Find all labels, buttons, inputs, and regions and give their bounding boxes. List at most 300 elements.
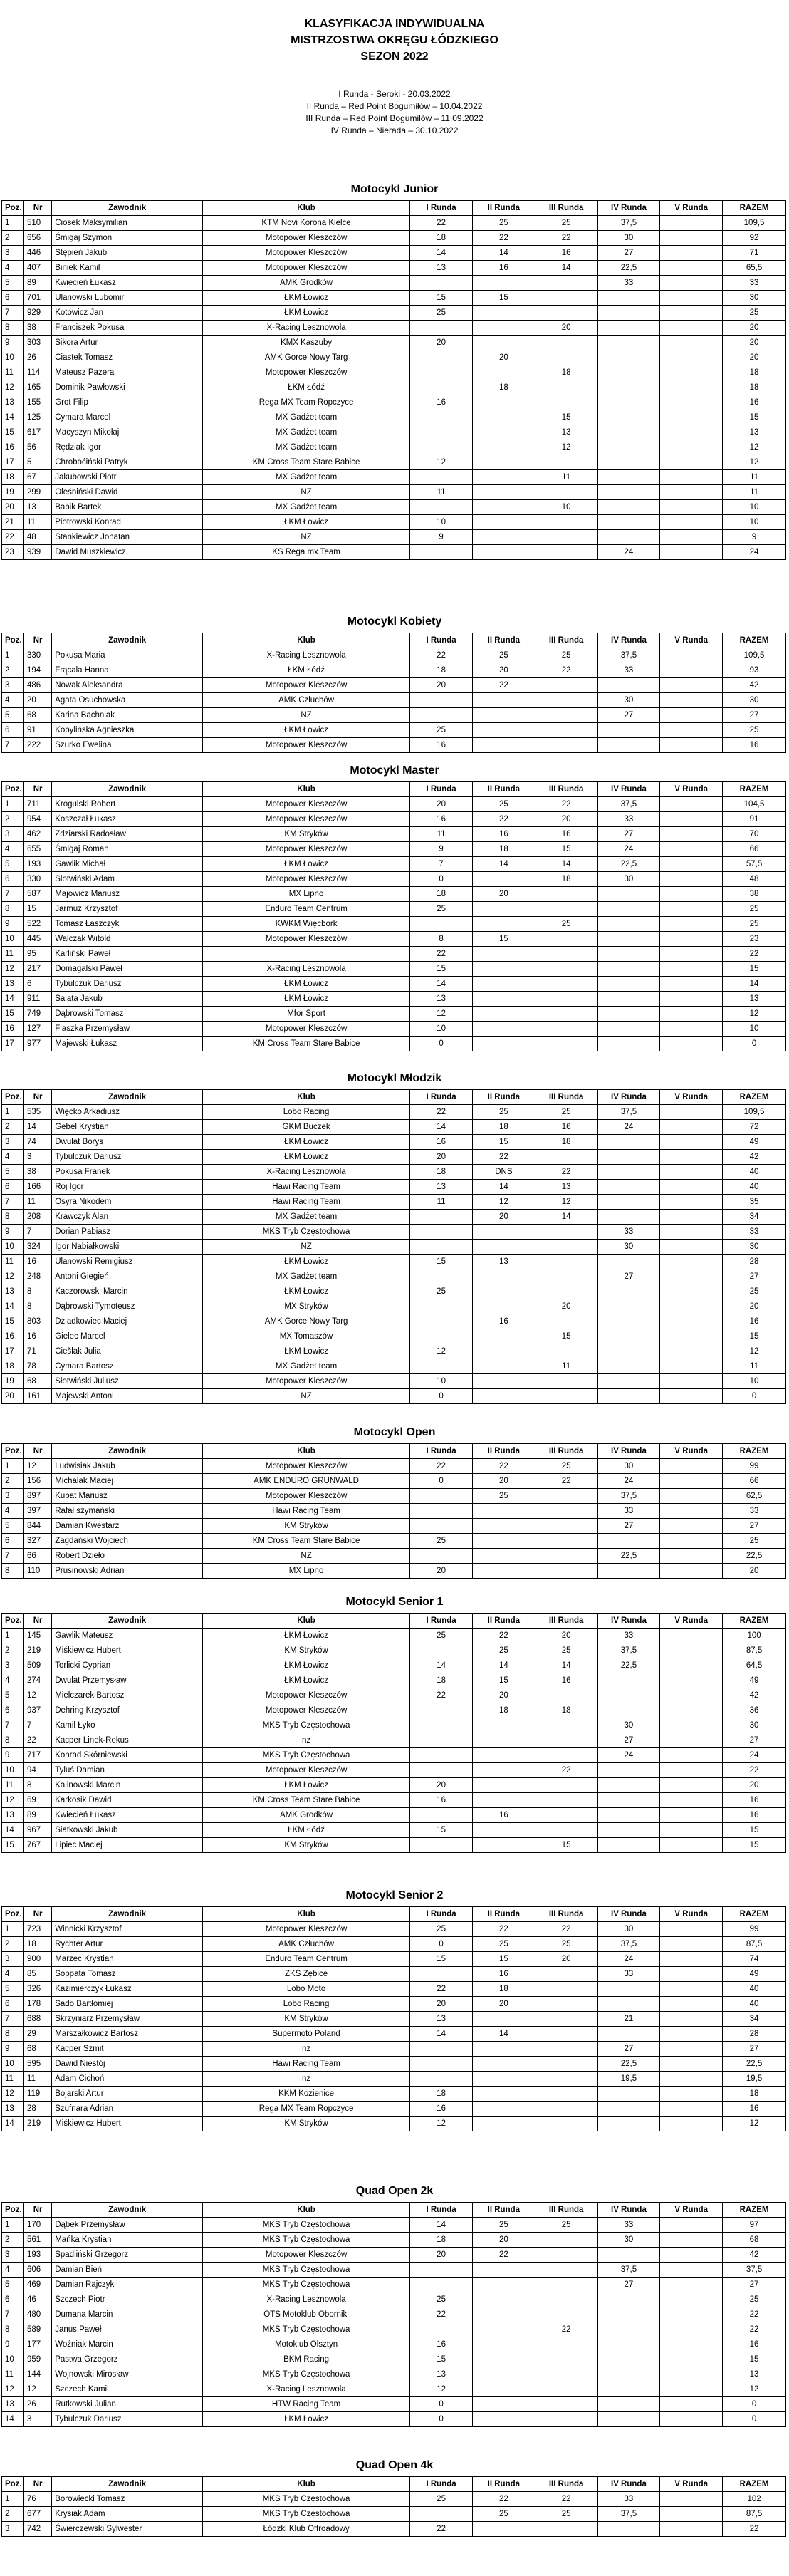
- cell-round4: [597, 2337, 660, 2352]
- cell-round2: [472, 425, 535, 440]
- cell-round1: [410, 2072, 473, 2087]
- cell-pos: 18: [2, 470, 24, 485]
- cell-number: 161: [23, 1389, 51, 1404]
- cell-round2: [472, 2322, 535, 2337]
- cell-number: 480: [23, 2307, 51, 2322]
- cell-round4: [597, 2117, 660, 2131]
- cell-total: 0: [723, 2397, 786, 2412]
- cell-number: 3: [23, 2412, 51, 2427]
- cell-number: 967: [23, 1823, 51, 1838]
- cell-total: 18: [723, 2087, 786, 2102]
- cell-number: 85: [23, 1967, 51, 1982]
- column-header-pos: Poz.: [2, 201, 24, 216]
- cell-rider: Rychter Artur: [52, 1937, 203, 1952]
- cell-rider: Dwulat Przemysław: [52, 1673, 203, 1688]
- cell-round5: [660, 425, 723, 440]
- cell-round4: 30: [597, 693, 660, 708]
- cell-total: 16: [723, 738, 786, 753]
- cell-number: 701: [23, 291, 51, 306]
- cell-round2: [472, 2307, 535, 2322]
- table-row: [2, 1643, 786, 1658]
- cell-round1: 20: [410, 678, 473, 693]
- cell-round3: 20: [535, 1299, 597, 1314]
- cell-round5: [660, 2292, 723, 2307]
- cell-club: Motopower Kleszczów: [202, 1703, 409, 1718]
- cell-number: 28: [23, 2102, 51, 2117]
- cell-round3: [535, 1022, 597, 1037]
- cell-round1: 16: [410, 1793, 473, 1808]
- cell-club: Supermoto Poland: [202, 2027, 409, 2042]
- table-row: [2, 515, 786, 530]
- table-row: [2, 902, 786, 917]
- cell-round2: [472, 1225, 535, 1240]
- cell-number: 767: [23, 1838, 51, 1853]
- cell-round4: 27: [597, 708, 660, 723]
- cell-round5: [660, 1299, 723, 1314]
- cell-club: MKS Tryb Częstochowa: [202, 1748, 409, 1763]
- cell-rider: Zagdański Wojciech: [52, 1534, 203, 1549]
- cell-round1: 15: [410, 1952, 473, 1967]
- cell-pos: 5: [2, 2278, 24, 2292]
- cell-round2: 14: [472, 1180, 535, 1195]
- cell-round4: [597, 2248, 660, 2263]
- column-header-round5: V Runda: [660, 1907, 723, 1922]
- cell-club: ŁKM Łowicz: [202, 1135, 409, 1150]
- cell-round1: [410, 2322, 473, 2337]
- table-row: [2, 1952, 786, 1967]
- column-header-club: Klub: [202, 1614, 409, 1629]
- cell-round1: 12: [410, 1007, 473, 1022]
- column-header-round2: II Runda: [472, 2203, 535, 2218]
- table-row: [2, 1474, 786, 1489]
- cell-club: MX Stryków: [202, 1299, 409, 1314]
- cell-number: 723: [23, 1922, 51, 1937]
- cell-rider: Michalak Maciej: [52, 1474, 203, 1489]
- cell-round4: [597, 962, 660, 977]
- cell-club: ŁKM Łowicz: [202, 723, 409, 738]
- table-row: [2, 1105, 786, 1120]
- cell-round1: [410, 1763, 473, 1778]
- column-header-total: RAZEM: [723, 2203, 786, 2218]
- category-title: Motocykl Młodzik: [347, 1072, 442, 1084]
- table-row: [2, 962, 786, 977]
- cell-club: Motopower Kleszczów: [202, 1688, 409, 1703]
- table-row: [2, 1180, 786, 1195]
- cell-rider: Spadliński Grzegorz: [52, 2248, 203, 2263]
- cell-pos: 7: [2, 306, 24, 321]
- cell-number: 655: [23, 842, 51, 857]
- cell-number: 844: [23, 1519, 51, 1534]
- cell-round4: [597, 1359, 660, 1374]
- table-row: [2, 1284, 786, 1299]
- cell-number: 144: [23, 2367, 51, 2382]
- cell-round2: [472, 1389, 535, 1404]
- cell-round1: 16: [410, 2337, 473, 2352]
- cell-number: 8: [23, 1778, 51, 1793]
- cell-total: 33: [723, 1225, 786, 1240]
- cell-total: 27: [723, 708, 786, 723]
- header-row: [2, 2477, 786, 2492]
- table-row: [2, 545, 786, 560]
- cell-round1: 20: [410, 336, 473, 350]
- cell-number: 119: [23, 2087, 51, 2102]
- cell-pos: 20: [2, 500, 24, 515]
- cell-rider: Bojarski Artur: [52, 2087, 203, 2102]
- column-header-total: RAZEM: [723, 1614, 786, 1629]
- table-row: [2, 2307, 786, 2322]
- cell-pos: 4: [2, 2263, 24, 2278]
- cell-total: 87,5: [723, 1937, 786, 1952]
- results-table: [1, 1443, 786, 1579]
- column-header-round2: II Runda: [472, 1907, 535, 1922]
- cell-round3: 25: [535, 2507, 597, 2522]
- cell-round1: [410, 470, 473, 485]
- cell-number: 11: [23, 1195, 51, 1210]
- table-row: [2, 842, 786, 857]
- cell-round3: [535, 1037, 597, 1051]
- cell-round1: 12: [410, 1344, 473, 1359]
- cell-pos: 5: [2, 1982, 24, 1997]
- cell-round5: [660, 947, 723, 962]
- cell-club: KM Cross Team Stare Babice: [202, 1793, 409, 1808]
- cell-number: 688: [23, 2012, 51, 2027]
- cell-club: Motopower Kleszczów: [202, 1489, 409, 1504]
- table-row: [2, 1359, 786, 1374]
- cell-total: 23: [723, 932, 786, 947]
- doc-title: KLASYFIKACJA INDYWIDUALNA: [304, 18, 485, 30]
- cell-round5: [660, 1389, 723, 1404]
- table-row: [2, 246, 786, 261]
- cell-round4: [597, 1007, 660, 1022]
- cell-club: Motopower Kleszczów: [202, 1922, 409, 1937]
- header-row: [2, 2203, 786, 2218]
- cell-round3: [535, 947, 597, 962]
- cell-rider: Marszałkowicz Bartosz: [52, 2027, 203, 2042]
- cell-club: Motopower Kleszczów: [202, 1374, 409, 1389]
- cell-round3: [535, 1284, 597, 1299]
- cell-round1: [410, 2057, 473, 2072]
- cell-rider: Kazimierczyk Łukasz: [52, 1982, 203, 1997]
- cell-total: 100: [723, 1629, 786, 1643]
- cell-number: 299: [23, 485, 51, 500]
- cell-total: 11: [723, 1359, 786, 1374]
- cell-round2: 25: [472, 1937, 535, 1952]
- cell-round2: [472, 1269, 535, 1284]
- cell-round4: 33: [597, 2492, 660, 2507]
- cell-round5: [660, 395, 723, 410]
- cell-round3: [535, 2263, 597, 2278]
- cell-round4: 37,5: [597, 216, 660, 231]
- cell-total: 10: [723, 500, 786, 515]
- cell-rider: Skrzyniarz Przemysław: [52, 2012, 203, 2027]
- cell-round4: [597, 1823, 660, 1838]
- cell-round1: 20: [410, 2248, 473, 2263]
- cell-round1: [410, 1718, 473, 1733]
- cell-club: Hawi Racing Team: [202, 1180, 409, 1195]
- cell-rider: Kalinowski Marcin: [52, 1778, 203, 1793]
- cell-round1: 20: [410, 1778, 473, 1793]
- cell-round1: 14: [410, 2218, 473, 2233]
- cell-round3: [535, 1982, 597, 1997]
- cell-club: Rega MX Team Ropczyce: [202, 2102, 409, 2117]
- cell-club: KM Cross Team Stare Babice: [202, 1534, 409, 1549]
- cell-number: 7: [23, 1718, 51, 1733]
- cell-round4: 22,5: [597, 1549, 660, 1564]
- cell-club: ŁKM Łowicz: [202, 306, 409, 321]
- cell-round2: 20: [472, 1997, 535, 2012]
- cell-round1: 0: [410, 872, 473, 887]
- cell-round1: [410, 1733, 473, 1748]
- cell-number: 446: [23, 246, 51, 261]
- cell-round2: 18: [472, 1982, 535, 1997]
- cell-club: Motopower Kleszczów: [202, 872, 409, 887]
- cell-round2: [472, 1284, 535, 1299]
- cell-pos: 13: [2, 977, 24, 992]
- cell-round3: [535, 1564, 597, 1579]
- cell-pos: 8: [2, 321, 24, 336]
- cell-pos: 9: [2, 1225, 24, 1240]
- cell-round3: 20: [535, 321, 597, 336]
- cell-pos: 13: [2, 395, 24, 410]
- results-table: [1, 1089, 786, 1404]
- cell-round4: [597, 365, 660, 380]
- table-row: [2, 2492, 786, 2507]
- cell-total: 33: [723, 1504, 786, 1519]
- cell-total: 64,5: [723, 1658, 786, 1673]
- cell-club: NZ: [202, 708, 409, 723]
- cell-round2: 16: [472, 1808, 535, 1823]
- cell-round1: 8: [410, 932, 473, 947]
- column-header-pos: Poz.: [2, 2477, 24, 2492]
- cell-round1: 14: [410, 1120, 473, 1135]
- table-row: [2, 2117, 786, 2131]
- category-title: Motocykl Junior: [350, 183, 439, 195]
- cell-rider: Cymara Marcel: [52, 410, 203, 425]
- cell-round3: [535, 2382, 597, 2397]
- column-header-number: Nr: [23, 1090, 51, 1105]
- cell-round3: 16: [535, 246, 597, 261]
- cell-round3: [535, 2027, 597, 2042]
- cell-round1: 0: [410, 2397, 473, 2412]
- cell-pos: 2: [2, 812, 24, 827]
- cell-round3: [535, 1967, 597, 1982]
- cell-round4: 27: [597, 827, 660, 842]
- table-row: [2, 1299, 786, 1314]
- table-row: [2, 1748, 786, 1763]
- cell-total: 35: [723, 1195, 786, 1210]
- cell-total: 15: [723, 1823, 786, 1838]
- cell-total: 92: [723, 231, 786, 246]
- cell-pos: 13: [2, 2102, 24, 2117]
- cell-round3: [535, 545, 597, 560]
- category-title: Motocykl Master: [350, 764, 439, 777]
- cell-club: Rega MX Team Ropczyce: [202, 395, 409, 410]
- column-header-round3: III Runda: [535, 201, 597, 216]
- cell-round5: [660, 306, 723, 321]
- cell-round2: 15: [472, 1673, 535, 1688]
- cell-round5: [660, 1150, 723, 1165]
- cell-rider: Krysiak Adam: [52, 2507, 203, 2522]
- cell-round1: 22: [410, 1105, 473, 1120]
- cell-round5: [660, 545, 723, 560]
- cell-round2: [472, 947, 535, 962]
- cell-pos: 11: [2, 1778, 24, 1793]
- cell-number: 95: [23, 947, 51, 962]
- cell-round5: [660, 2027, 723, 2042]
- cell-round3: [535, 2042, 597, 2057]
- cell-round4: [597, 425, 660, 440]
- cell-round5: [660, 321, 723, 336]
- cell-round4: 37,5: [597, 2507, 660, 2522]
- cell-round5: [660, 380, 723, 395]
- cell-round4: 37,5: [597, 1643, 660, 1658]
- cell-rider: Siatkowski Jakub: [52, 1823, 203, 1838]
- column-header-round3: III Runda: [535, 1444, 597, 1459]
- cell-round3: 22: [535, 2492, 597, 2507]
- cell-round1: 0: [410, 1937, 473, 1952]
- cell-round1: 14: [410, 977, 473, 992]
- cell-number: 954: [23, 812, 51, 827]
- cell-pos: 7: [2, 2307, 24, 2322]
- cell-pos: 8: [2, 1733, 24, 1748]
- cell-club: ŁKM Łowicz: [202, 857, 409, 872]
- cell-round4: 30: [597, 1459, 660, 1474]
- column-header-pos: Poz.: [2, 2203, 24, 2218]
- cell-club: ŁKM Łowicz: [202, 1284, 409, 1299]
- cell-pos: 12: [2, 1793, 24, 1808]
- cell-round5: [660, 1643, 723, 1658]
- cell-round1: [410, 1269, 473, 1284]
- cell-pos: 1: [2, 216, 24, 231]
- cell-pos: 2: [2, 2233, 24, 2248]
- cell-round2: [472, 1733, 535, 1748]
- cell-rider: Majewski Łukasz: [52, 1037, 203, 1051]
- column-header-rider: Zawodnik: [52, 1907, 203, 1922]
- cell-round3: [535, 2522, 597, 2537]
- cell-pos: 21: [2, 515, 24, 530]
- cell-total: 27: [723, 2042, 786, 2057]
- table-row: [2, 2352, 786, 2367]
- table-row: [2, 977, 786, 992]
- cell-round3: [535, 2337, 597, 2352]
- cell-round3: [535, 1240, 597, 1255]
- cell-round3: [535, 1808, 597, 1823]
- cell-total: 66: [723, 842, 786, 857]
- cell-round5: [660, 977, 723, 992]
- cell-round5: [660, 1808, 723, 1823]
- cell-round4: [597, 1180, 660, 1195]
- cell-round1: 12: [410, 455, 473, 470]
- cell-round1: 22: [410, 1688, 473, 1703]
- cell-round5: [660, 2492, 723, 2507]
- cell-round3: [535, 1150, 597, 1165]
- cell-round3: 25: [535, 1459, 597, 1474]
- cell-round4: [597, 1808, 660, 1823]
- table-row: [2, 1549, 786, 1564]
- cell-round5: [660, 827, 723, 842]
- cell-round5: [660, 261, 723, 276]
- cell-round3: [535, 1549, 597, 1564]
- cell-total: 27: [723, 2278, 786, 2292]
- cell-round5: [660, 2072, 723, 2087]
- cell-number: 12: [23, 1459, 51, 1474]
- cell-round3: [535, 395, 597, 410]
- cell-club: ŁKM Łowicz: [202, 1778, 409, 1793]
- cell-number: 900: [23, 1952, 51, 1967]
- cell-round5: [660, 1778, 723, 1793]
- cell-number: 587: [23, 887, 51, 902]
- cell-club: ŁKM Łowicz: [202, 1255, 409, 1269]
- cell-round2: [472, 500, 535, 515]
- cell-round5: [660, 1459, 723, 1474]
- table-row: [2, 350, 786, 365]
- cell-pos: 10: [2, 932, 24, 947]
- cell-pos: 13: [2, 1808, 24, 1823]
- cell-round3: 25: [535, 917, 597, 932]
- cell-rider: Jarmuz Krzysztof: [52, 902, 203, 917]
- cell-number: 78: [23, 1359, 51, 1374]
- cell-club: ŁKM Łowicz: [202, 992, 409, 1007]
- category-title: Motocykl Kobiety: [347, 616, 442, 628]
- cell-round1: 18: [410, 663, 473, 678]
- cell-round4: [597, 1165, 660, 1180]
- column-header-club: Klub: [202, 201, 409, 216]
- column-header-round2: II Runda: [472, 633, 535, 648]
- cell-round4: [597, 678, 660, 693]
- results-table: [1, 2202, 786, 2427]
- cell-club: Motopower Kleszczów: [202, 246, 409, 261]
- table-row: [2, 306, 786, 321]
- column-header-club: Klub: [202, 1444, 409, 1459]
- cell-total: 10: [723, 515, 786, 530]
- cell-round3: 25: [535, 1105, 597, 1120]
- cell-round5: [660, 216, 723, 231]
- cell-number: 170: [23, 2218, 51, 2233]
- cell-round3: [535, 1748, 597, 1763]
- header-row: [2, 633, 786, 648]
- cell-round5: [660, 1549, 723, 1564]
- cell-round1: [410, 917, 473, 932]
- cell-pos: 5: [2, 1519, 24, 1534]
- cell-round2: [472, 723, 535, 738]
- cell-pos: 7: [2, 1195, 24, 1210]
- cell-club: ŁKM Łódź: [202, 663, 409, 678]
- column-header-round3: III Runda: [535, 1614, 597, 1629]
- cell-pos: 2: [2, 231, 24, 246]
- cell-round2: [472, 738, 535, 753]
- cell-number: 959: [23, 2352, 51, 2367]
- cell-number: 114: [23, 365, 51, 380]
- cell-round4: [597, 2322, 660, 2337]
- cell-round2: 20: [472, 350, 535, 365]
- cell-round1: 18: [410, 231, 473, 246]
- cell-round4: [597, 1688, 660, 1703]
- cell-round3: 25: [535, 216, 597, 231]
- cell-round2: 25: [472, 1489, 535, 1504]
- cell-rider: Chroboćiński Patryk: [52, 455, 203, 470]
- column-header-round1: I Runda: [410, 1614, 473, 1629]
- column-header-round3: III Runda: [535, 2203, 597, 2218]
- cell-rider: Świerczewski Sylwester: [52, 2522, 203, 2537]
- cell-number: 193: [23, 2248, 51, 2263]
- table-row: [2, 440, 786, 455]
- results-table: [1, 633, 786, 753]
- cell-round1: 20: [410, 797, 473, 812]
- cell-round2: [472, 530, 535, 545]
- cell-pos: 10: [2, 1240, 24, 1255]
- cell-round1: 7: [410, 857, 473, 872]
- cell-total: 102: [723, 2492, 786, 2507]
